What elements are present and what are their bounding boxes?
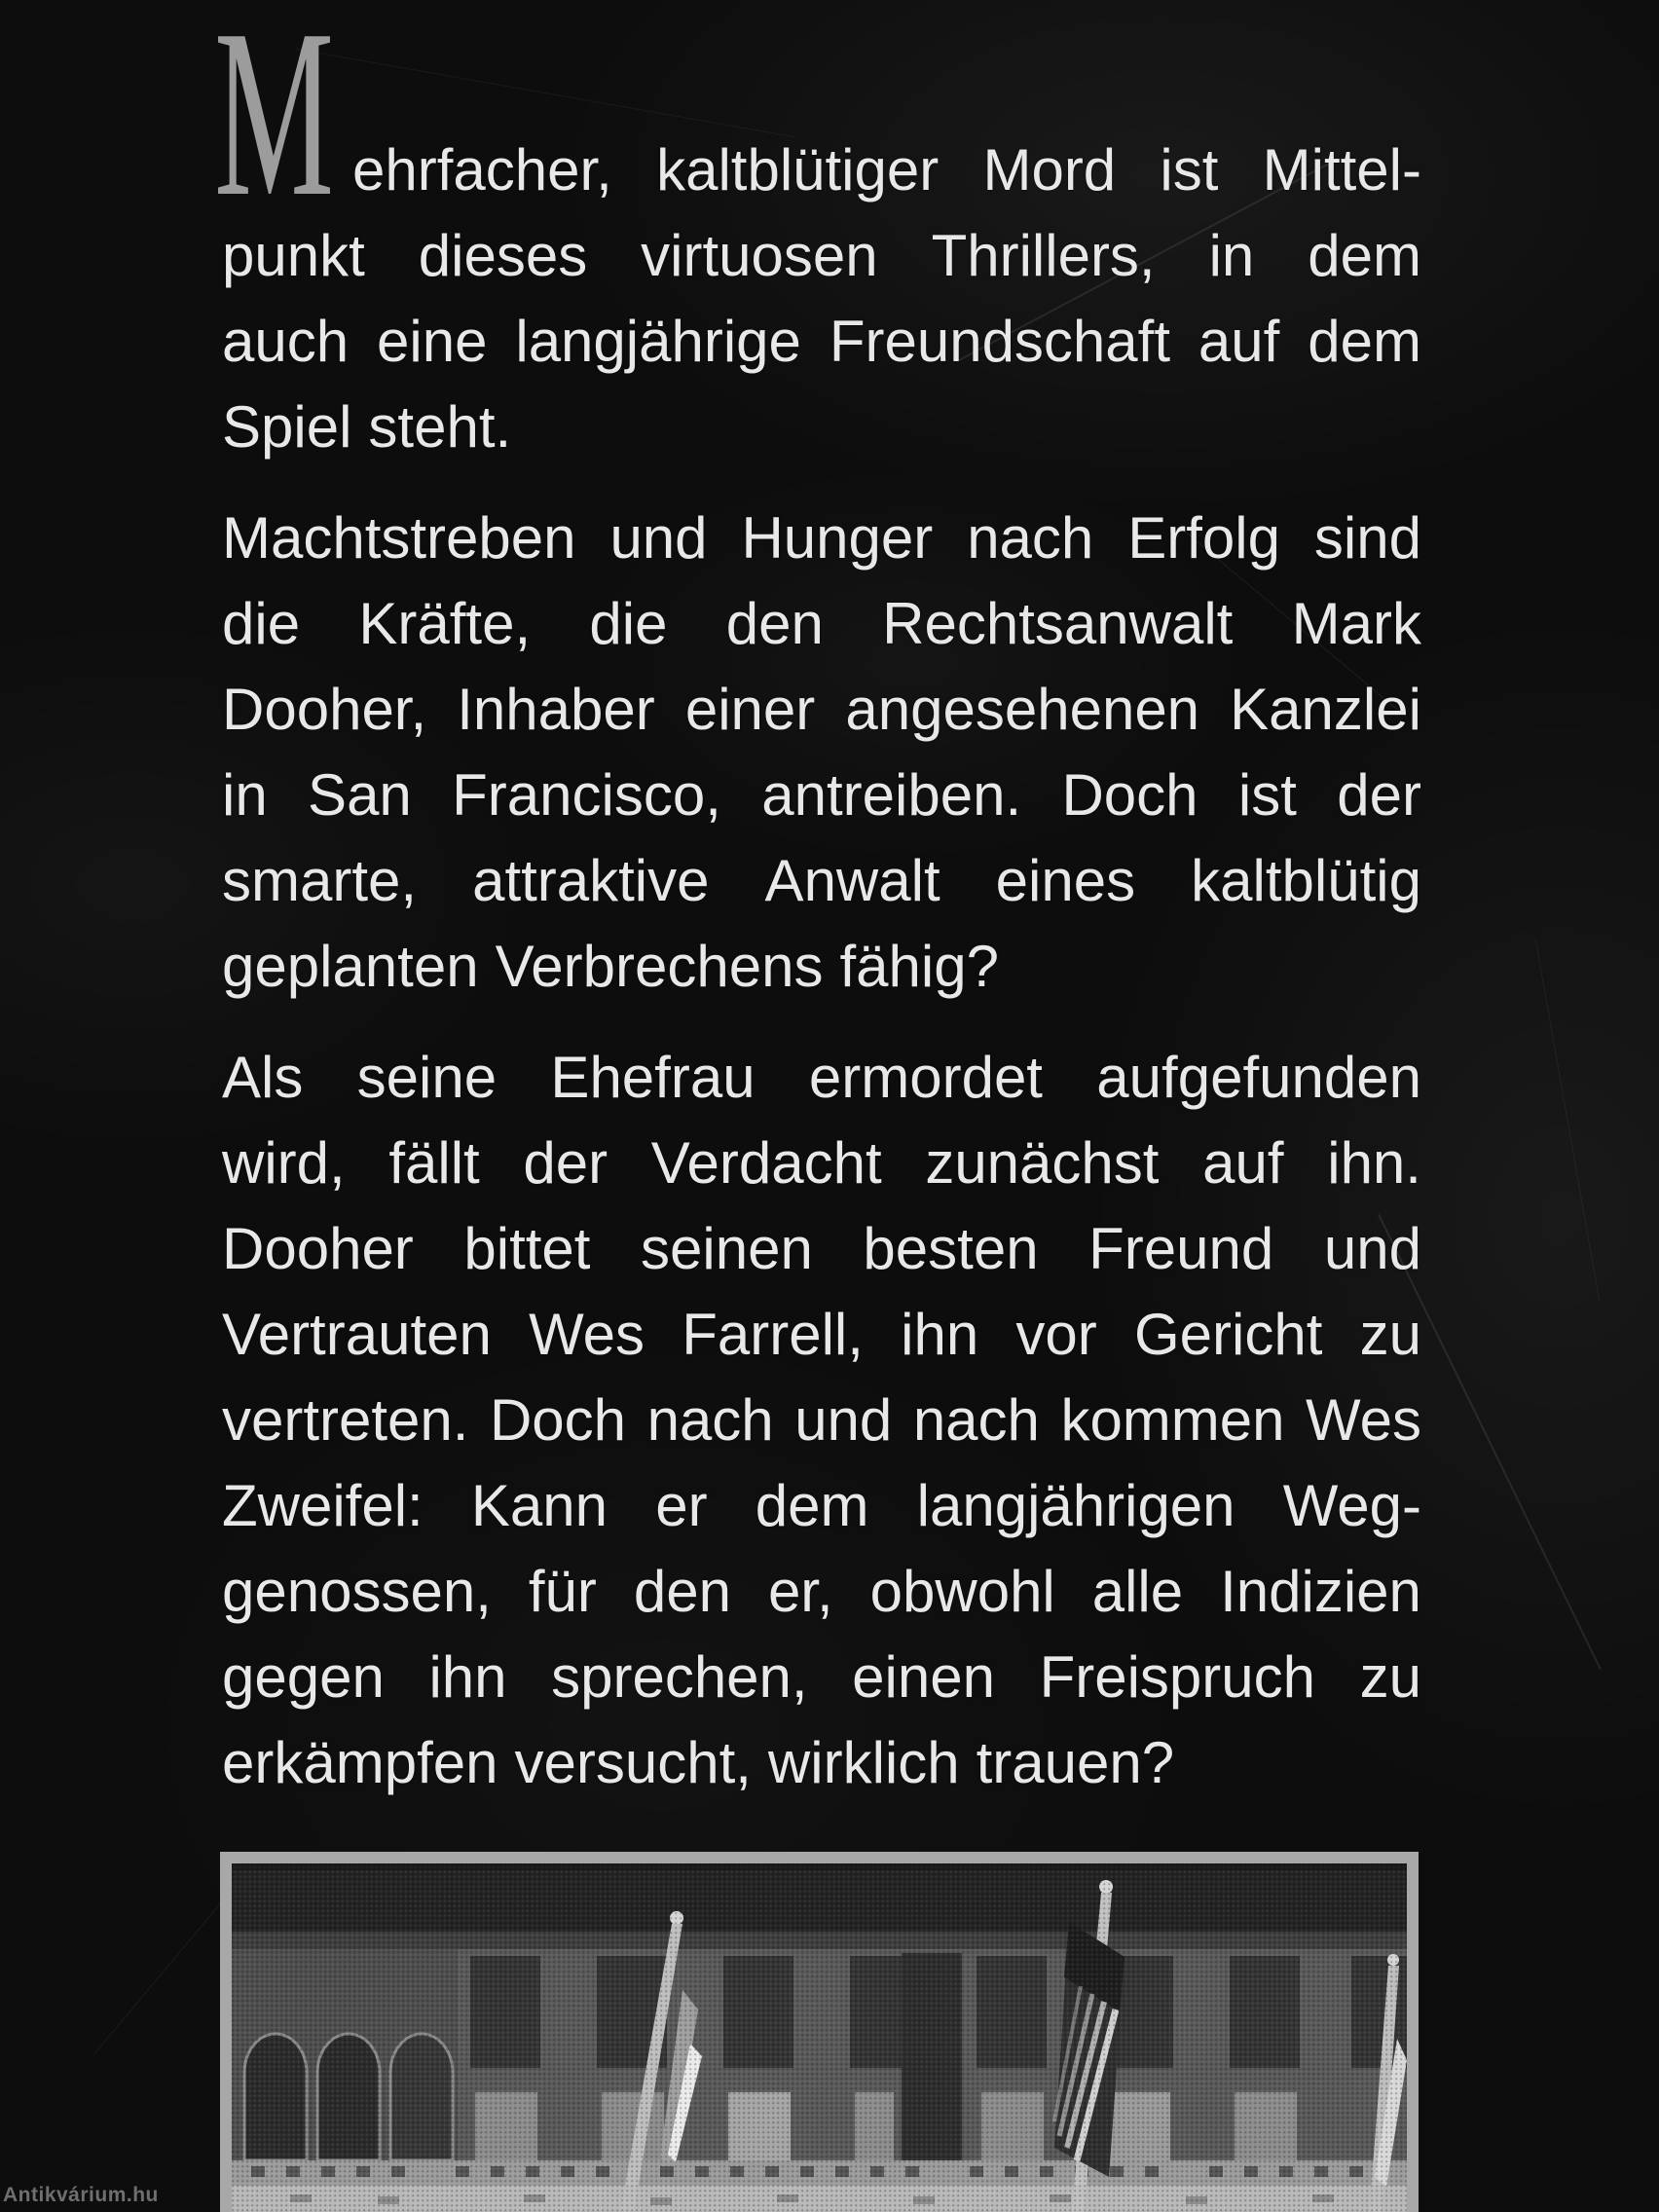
blurb-word: Erfolg bbox=[1127, 505, 1280, 571]
blurb-word: in bbox=[1208, 223, 1255, 288]
blurb-word: Doch bbox=[489, 1387, 627, 1453]
blurb-word: smarte, bbox=[222, 848, 418, 913]
blurb-word: Verdacht bbox=[650, 1130, 882, 1196]
blurb-word: nach bbox=[646, 1387, 774, 1453]
blurb-word: dem bbox=[1308, 309, 1421, 374]
blurb-line bbox=[222, 1463, 1421, 1549]
blurb-word: alle bbox=[1091, 1559, 1184, 1624]
blurb-word: er, bbox=[767, 1559, 833, 1624]
blurb-word: die bbox=[589, 591, 668, 656]
blurb-word: seinen bbox=[641, 1216, 813, 1281]
blurb-word: dieses bbox=[418, 223, 588, 288]
blurb-line bbox=[222, 924, 1421, 1010]
blurb-line bbox=[222, 581, 1421, 667]
blurb-word: eines bbox=[995, 848, 1136, 913]
blurb-word: Zweifel: bbox=[222, 1473, 424, 1538]
blurb-word: Thrillers, bbox=[931, 223, 1156, 288]
blurb-line bbox=[222, 1378, 1421, 1463]
blurb-line bbox=[222, 1635, 1421, 1720]
blurb-word: besten bbox=[863, 1216, 1039, 1281]
blurb-word: ehrfacher, bbox=[352, 137, 612, 203]
blurb-word: einer bbox=[684, 677, 816, 742]
blurb-word: ist bbox=[1160, 137, 1219, 203]
blurb-word: Kräfte, bbox=[358, 591, 532, 656]
blurb-word: auf bbox=[1202, 1130, 1284, 1196]
paragraph-3 bbox=[222, 1035, 1421, 1806]
blurb-word: Dooher bbox=[222, 1216, 414, 1281]
blurb-word: nach bbox=[967, 505, 1094, 571]
blurb-word: wirklich bbox=[767, 1730, 960, 1795]
blurb-word: den bbox=[633, 1559, 731, 1624]
drop-cap: M bbox=[214, 0, 334, 247]
blurb-word: dem bbox=[755, 1473, 869, 1538]
blurb-line bbox=[222, 1292, 1421, 1378]
blurb-word: wird, bbox=[222, 1130, 346, 1196]
blurb-word: antreiben. bbox=[761, 762, 1022, 828]
blurb-word: kaltblütig bbox=[1191, 848, 1421, 913]
blurb-word: auch bbox=[222, 309, 350, 374]
blurb-word: kommen bbox=[1060, 1387, 1285, 1453]
blurb-line bbox=[222, 838, 1421, 924]
blurb-word: virtuosen bbox=[641, 223, 878, 288]
blurb-word: fähig? bbox=[839, 934, 999, 999]
blurb-word: ihn. bbox=[1327, 1130, 1421, 1196]
blurb-word: Gericht bbox=[1134, 1302, 1323, 1367]
blurb-word: Inhaber bbox=[457, 677, 655, 742]
blurb-word: ihn bbox=[428, 1644, 507, 1710]
blurb-line bbox=[222, 1206, 1421, 1292]
blurb-word: den bbox=[725, 591, 824, 656]
blurb-word: für bbox=[528, 1559, 597, 1624]
blurb-word: versucht, bbox=[514, 1730, 752, 1795]
blurb-word: Indizien bbox=[1220, 1559, 1421, 1624]
blurb-word: kaltblütiger bbox=[656, 137, 940, 203]
blurb-word: Mittel- bbox=[1262, 137, 1421, 203]
blurb-word: zu bbox=[1359, 1644, 1421, 1710]
blurb-word: und bbox=[609, 505, 708, 571]
blurb-word: Weg- bbox=[1282, 1473, 1421, 1538]
blurb-word: Als bbox=[222, 1045, 304, 1110]
blurb-word: Kanzlei bbox=[1230, 677, 1421, 742]
blurb-word: langjährigen bbox=[916, 1473, 1235, 1538]
blurb-word: sind bbox=[1313, 505, 1421, 571]
blurb-word: Doch bbox=[1061, 762, 1198, 828]
blurb-word: Mark bbox=[1291, 591, 1421, 656]
photo-inner-shadow bbox=[232, 1863, 1407, 1870]
blurb-word: Kann bbox=[470, 1473, 608, 1538]
blurb-word: ermordet bbox=[808, 1045, 1043, 1110]
blurb-word: obwohl bbox=[869, 1559, 1055, 1624]
blurb-line bbox=[222, 385, 1421, 470]
cover-photo bbox=[220, 1852, 1419, 2212]
blurb-word: und bbox=[1323, 1216, 1421, 1281]
blurb-line bbox=[222, 1549, 1421, 1635]
blurb-word: Freundschaft bbox=[829, 309, 1171, 374]
blurb-line bbox=[222, 1720, 1421, 1806]
blurb-word: genossen, bbox=[222, 1559, 492, 1624]
blurb-word: ihn bbox=[901, 1302, 979, 1367]
blurb-word: punkt bbox=[222, 223, 365, 288]
blurb-word: erkämpfen bbox=[222, 1730, 498, 1795]
blurb-word: dem bbox=[1308, 223, 1421, 288]
blurb-word: trauen? bbox=[976, 1730, 1175, 1795]
blurb-word: Wes bbox=[1306, 1387, 1421, 1453]
cover-photo-illustration bbox=[232, 1863, 1407, 2212]
blurb-word: Verbrechens bbox=[495, 934, 824, 999]
antikvarium-watermark: Antikvárium.hu bbox=[3, 2184, 159, 2206]
blurb-paragraphs bbox=[222, 128, 1421, 1831]
blurb-word: Dooher, bbox=[222, 677, 427, 742]
blurb-word: ist bbox=[1237, 762, 1297, 828]
blurb-word: Spiel bbox=[222, 394, 352, 460]
blurb-line bbox=[222, 213, 1421, 299]
blurb-word: steht. bbox=[368, 394, 512, 460]
blurb-word: Vertrauten bbox=[222, 1302, 492, 1367]
blurb-word: gegen bbox=[222, 1644, 385, 1710]
blurb-word: langjährige bbox=[515, 309, 801, 374]
blurb-word: attraktive bbox=[472, 848, 710, 913]
blurb-line bbox=[222, 299, 1421, 385]
blurb-word: Ehefrau bbox=[550, 1045, 756, 1110]
blurb-word: auf bbox=[1198, 309, 1280, 374]
blurb-word: Hunger bbox=[741, 505, 934, 571]
blurb-line bbox=[222, 128, 1421, 213]
halftone-texture bbox=[232, 1863, 1407, 2212]
blurb-line bbox=[222, 753, 1421, 838]
paragraph-1 bbox=[222, 128, 1421, 470]
blurb-word: er bbox=[655, 1473, 708, 1538]
blurb-line bbox=[222, 1035, 1421, 1121]
blurb-word: angesehenen bbox=[845, 677, 1200, 742]
scratch-overlay bbox=[296, 49, 794, 137]
blurb-word: Freispruch bbox=[1039, 1644, 1315, 1710]
blurb-word: bittet bbox=[463, 1216, 591, 1281]
blurb-word: Rechtsanwalt bbox=[882, 591, 1234, 656]
blurb-word: nach bbox=[912, 1387, 1040, 1453]
blurb-word: der bbox=[1337, 762, 1421, 828]
blurb-word: Freund bbox=[1088, 1216, 1274, 1281]
blurb-word: Wes bbox=[529, 1302, 645, 1367]
blurb-word: die bbox=[222, 591, 301, 656]
blurb-word: Machtstreben bbox=[222, 505, 576, 571]
blurb-word: San bbox=[308, 762, 412, 828]
blurb-word: seine bbox=[356, 1045, 498, 1110]
blurb-word: eine bbox=[377, 309, 488, 374]
blurb-line bbox=[222, 496, 1421, 581]
paragraph-2 bbox=[222, 496, 1421, 1010]
blurb-word: in bbox=[222, 762, 268, 828]
blurb-line bbox=[222, 667, 1421, 753]
blurb-word: vor bbox=[1015, 1302, 1097, 1367]
blurb-word: geplanten bbox=[222, 934, 479, 999]
blurb-word: Farrell, bbox=[682, 1302, 864, 1367]
blurb-word: Mord bbox=[982, 137, 1117, 203]
blurb-word: vertreten. bbox=[222, 1387, 469, 1453]
blurb-line bbox=[222, 1121, 1421, 1206]
blurb-word: aufgefunden bbox=[1096, 1045, 1421, 1110]
blurb-word: fällt bbox=[388, 1130, 480, 1196]
blurb-word: und bbox=[794, 1387, 893, 1453]
blurb-word: der bbox=[523, 1130, 608, 1196]
blurb-word: einen bbox=[852, 1644, 995, 1710]
scratch-overlay bbox=[1535, 938, 1601, 1302]
blurb-word: Anwalt bbox=[764, 848, 940, 913]
blurb-word: sprechen, bbox=[551, 1644, 808, 1710]
blurb-word: zunächst bbox=[925, 1130, 1160, 1196]
blurb-word: Francisco, bbox=[452, 762, 721, 828]
blurb-word: zu bbox=[1359, 1302, 1421, 1367]
